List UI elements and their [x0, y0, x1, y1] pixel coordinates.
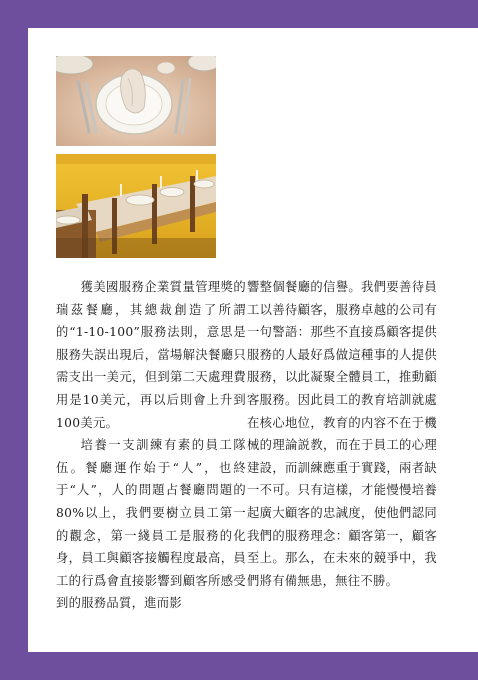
- place-setting-photo: [56, 56, 216, 146]
- document-page: [28, 28, 478, 652]
- body-paragraph-continued: 響整個餐廳的信譽。我們要善待員工以善待顧客，服務卓越的公司有一句警語：那些不直接爲顧客提供服務的人最好爲做這種事的人提供服務，以此凝聚全體員工，推動顧客服務。因此員工的教育培訓就處在核心地位，教育的内容不在于機械的理論説教，而在于員工的心理建設，而訓練應重于實踐，兩者缺一不可。只有這樣，才能慢慢培養起廣大顧客的忠誠度，使他們認同我們的服務理念：顧客第一，顧客至上。那么，在未來的競爭中，我們將有備無患，無往不勝。: [247, 280, 437, 588]
- restaurant-tables-photo: [56, 154, 216, 258]
- right-text-column: [247, 276, 437, 592]
- body-paragraph: 獲美國服務企業質量管理獎的瑞茲餐廳，其總裁創造了所謂的“1-10-100”服務法則，意思是服務失誤出現后，當場解決餐廳只需支出一美元，但到第二天處理費用是10美元，再以后則會上升到100美元。: [56, 280, 246, 430]
- body-paragraph: 培養一支訓練有素的員工隊伍。餐廳運作始于“人”，也終于“人”，人的問題占餐廳問題的80%以上，我們要樹立員工第一的觀念，第一綫員工是服務的化身，員工與顧客接觸程度最高，員工的行爲會直接影響到顧客所感受到的服務品質，進而影: [56, 438, 246, 611]
- left-text-column: [56, 276, 246, 615]
